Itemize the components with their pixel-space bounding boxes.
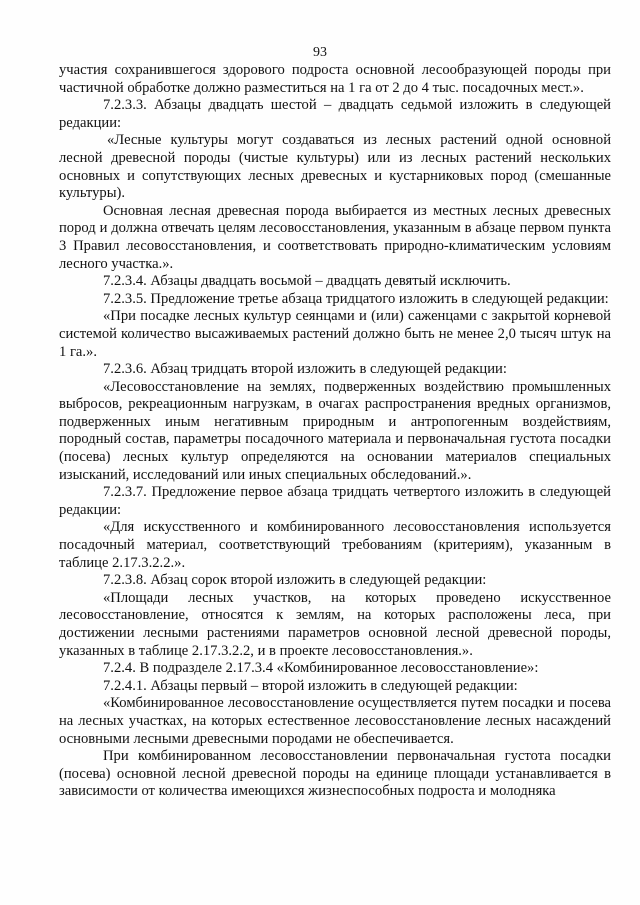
paragraph-7-2-4: 7.2.4. В подразделе 2.17.3.4 «Комбинированное лесовосстановление»: bbox=[103, 660, 539, 677]
paragraph-continuation: участия сохранившегося здорового подроста основной лесообразующей породы при частичной обработке должно разместиться на 1 га от 2 до 4 тыс. посадочных мест.». bbox=[59, 62, 611, 96]
paragraph-quote-lesovosstanovlenie-na-zemlyah: «Лесовосстановление на землях, подверженных воздействию промышленных выбросов, рекреационным нагрузкам, в очагах распространения вредных организмов, подверженных иным негативным природным и антропогенным воздействиям, породный состав, параметры посадочного материала и первоначальная густота посадки (посева) лесных культур определяются на основании материалов специальных изысканий, исследований или иных специальных обследований.». bbox=[59, 378, 611, 483]
paragraph-quote-lesnye-kultury: «Лесные культуры могут создаваться из лесных растений одной основной лесной древесной породы (чистые культуры) или из лесных растений нескольких основных и сопутствующих лесных древесных и кустарниковых пород (смешанные культуры). bbox=[59, 132, 611, 202]
paragraph-quote-posadochnyi-material: «Для искусственного и комбинированного лесовосстановления используется посадочный материал, соответствующий требованиям (критериям), указанным в таблице 2.17.3.2.2.». bbox=[59, 519, 611, 571]
paragraph-7-2-3-4: 7.2.3.4. Абзацы двадцать восьмой – двадцать девятый исключить. bbox=[103, 273, 511, 290]
paragraph-7-2-3-6: 7.2.3.6. Абзац тридцать второй изложить в следующей редакции: bbox=[103, 361, 507, 378]
paragraph-pri-kombinirovannom: При комбинированном лесовосстановлении первоначальная густота посадки (посева) основной лесной древесной породы на единице площади устанавливается в зависимости от количества имеющихся жизнеспособных подроста и молодняка bbox=[59, 748, 611, 800]
paragraph-7-2-3-8: 7.2.3.8. Абзац сорок второй изложить в следующей редакции: bbox=[103, 572, 487, 589]
document-body bbox=[59, 62, 611, 801]
paragraph-osnovnaya-poroda: Основная лесная древесная порода выбирается из местных лесных древесных пород и должна отвечать целям лесовосстановления, указанным в абзаце первом пункта 3 Правил лесовосстановления, и соответствовать природно-климатическим условиям лесного участка.». bbox=[59, 202, 611, 272]
page-number: 93 bbox=[313, 45, 327, 60]
paragraph-quote-ploshchadi: «Площади лесных участков, на которых проведено искусственное лесовосстановление, относятся к землям, на которых расположены леса, при достижении лесными растениями параметров основной лесной древесной породы, указанных в таблице 2.17.3.2.2, и в проекте лесовосстановления.». bbox=[59, 589, 611, 659]
paragraph-quote-posadka: «При посадке лесных культур сеянцами и (или) саженцами с закрытой корневой системой количество высаживаемых растений должно быть не менее 2,0 тысяч штук на 1 га.». bbox=[59, 308, 611, 360]
paragraph-7-2-3-7: 7.2.3.7. Предложение первое абзаца тридцать четвертого изложить в следующей редакции: bbox=[59, 484, 611, 518]
paragraph-quote-kombinirovannoe: «Комбинированное лесовосстановление осуществляется путем посадки и посева на лесных участках, на которых естественное лесовосстановление лесных насаждений основными лесными древесными породами не обеспечивается. bbox=[59, 695, 611, 747]
paragraph-7-2-3-3: 7.2.3.3. Абзацы двадцать шестой – двадцать седьмой изложить в следующей редакции: bbox=[59, 97, 611, 131]
paragraph-7-2-3-5: 7.2.3.5. Предложение третье абзаца тридцатого изложить в следующей редакции: bbox=[103, 290, 609, 307]
paragraph-7-2-4-1: 7.2.4.1. Абзацы первый – второй изложить в следующей редакции: bbox=[103, 677, 518, 694]
